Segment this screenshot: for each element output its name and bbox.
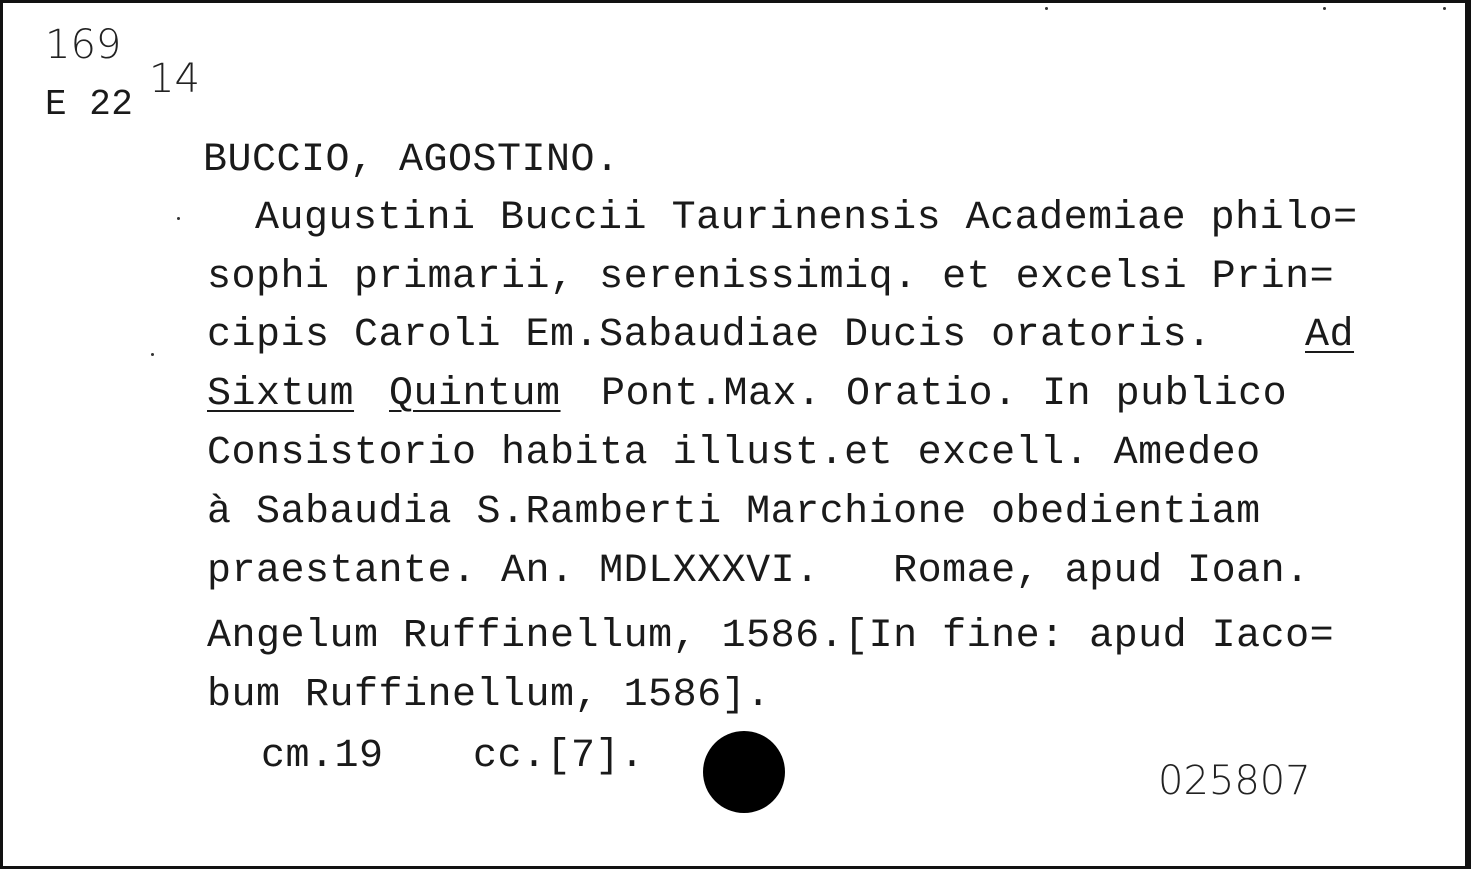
- speck-mark: [177, 217, 180, 220]
- title-line-5: Consistorio habita illust.et excell. Amedeo: [207, 431, 1261, 476]
- author-heading: BUCCIO, AGOSTINO.: [203, 138, 620, 183]
- title-line-6: à Sabaudia S.Ramberti Marchione obedientiam: [207, 490, 1261, 535]
- collation-leaves: cc.[7].: [473, 734, 645, 779]
- inventory-number: 025807: [1158, 758, 1311, 804]
- speck-mark: [1045, 7, 1048, 10]
- black-dot-marker: [703, 731, 785, 813]
- collation-size: cm.19: [261, 734, 384, 779]
- imprint-line-1: praestante. An. MDLXXXVI. Romae, apud Ioan.: [207, 549, 1310, 594]
- title-line-3: cipis Caroli Em.Sabaudiae Ducis oratoris.: [207, 313, 1212, 358]
- title-line-1: Augustini Buccii Taurinensis Academiae philo=: [255, 196, 1358, 241]
- speck-mark: [1443, 7, 1446, 10]
- title-underlined-sixtum: Sixtum: [207, 372, 355, 417]
- imprint-line-2: Angelum Ruffinellum, 1586.[In fine: apud Iaco=: [207, 614, 1335, 659]
- imprint-line-3: bum Ruffinellum, 1586].: [207, 673, 771, 718]
- title-line-4-rest: Pont.Max. Oratio. In publico: [601, 372, 1288, 417]
- speck-mark: [1323, 7, 1326, 10]
- shelfmark-superscript: 14: [149, 56, 200, 102]
- title-line-2: sophi primarii, serenissimiq. et excelsi Prin=: [207, 255, 1335, 300]
- shelfmark-call: E 22: [45, 84, 134, 125]
- speck-mark: [151, 353, 154, 356]
- title-underlined-quintum: Quintum: [389, 372, 561, 417]
- shelfmark-number: 169: [45, 22, 122, 68]
- title-underlined-ad: Ad: [1305, 313, 1355, 358]
